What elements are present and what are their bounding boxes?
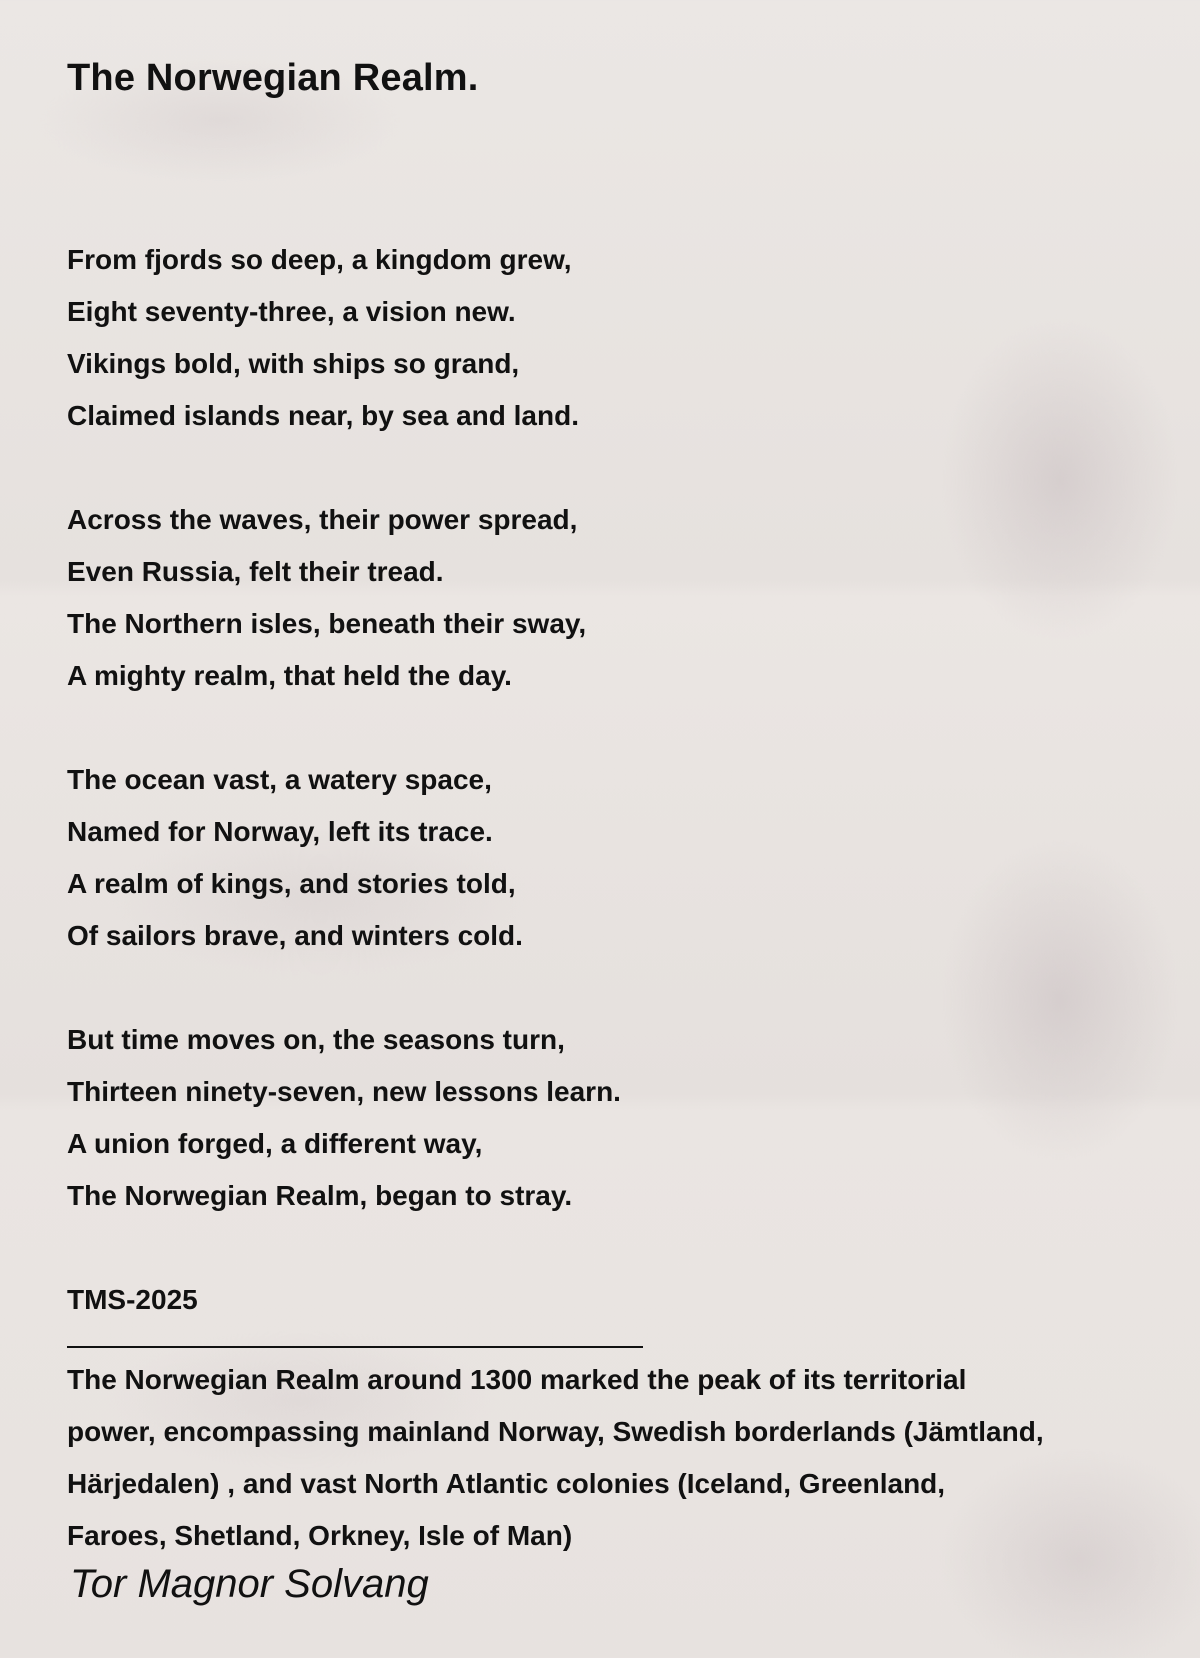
poem-page: [67, 50, 1200, 1551]
poem-line: Thirteen ninety-seven, new lessons learn.: [67, 1076, 621, 1107]
poem-line: Of sailors brave, and winters cold.: [67, 920, 523, 951]
stanza-4: [67, 1014, 1200, 1222]
stanza-1: [67, 234, 1200, 442]
poem-line: But time moves on, the seasons turn,: [67, 1024, 565, 1055]
poem-line: Eight seventy-three, a vision new.: [67, 296, 516, 327]
poem-line: The Northern isles, beneath their sway,: [67, 608, 587, 639]
poem-line: A realm of kings, and stories told,: [67, 868, 516, 899]
poem-line: The ocean vast, a watery space,: [67, 764, 492, 795]
stanza-3: [67, 754, 1200, 962]
stanza-2: [67, 494, 1200, 702]
poem-line: Named for Norway, left its trace.: [67, 816, 493, 847]
footnote-line: The Norwegian Realm around 1300 marked the peak of its territorial: [67, 1364, 967, 1395]
poem-footnote: [67, 1354, 1200, 1562]
poem-body: [67, 234, 1200, 1562]
footnote-line: Härjedalen) , and vast North Atlantic colonies (Iceland, Greenland,: [67, 1468, 946, 1499]
divider-line: [67, 1346, 643, 1348]
poem-line: A union forged, a different way,: [67, 1128, 483, 1159]
poem-tag: TMS-2025: [67, 1284, 198, 1315]
footnote-line: Faroes, Shetland, Orkney, Isle of Man): [67, 1520, 573, 1551]
footnote-line: power, encompassing mainland Norway, Swedish borderlands (Jämtland,: [67, 1416, 1044, 1447]
poem-line: Even Russia, felt their tread.: [67, 556, 444, 587]
poem-title: The Norwegian Realm.: [67, 57, 479, 99]
poem-author: Tor Magnor Solvang: [70, 1562, 429, 1606]
poem-line: From fjords so deep, a kingdom grew,: [67, 244, 572, 275]
poem-line: Vikings bold, with ships so grand,: [67, 348, 520, 379]
poem-line: The Norwegian Realm, began to stray.: [67, 1180, 573, 1211]
poem-line: Claimed islands near, by sea and land.: [67, 400, 579, 431]
poem-line: A mighty realm, that held the day.: [67, 660, 512, 691]
poem-line: Across the waves, their power spread,: [67, 504, 578, 535]
